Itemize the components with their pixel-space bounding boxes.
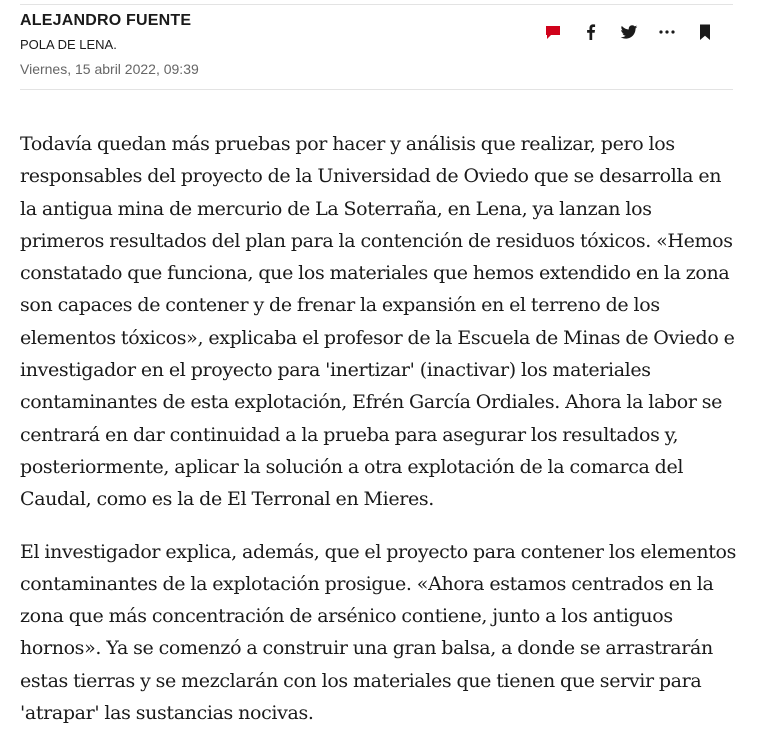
comment-button[interactable] [536, 15, 570, 49]
share-toolbar [536, 15, 722, 49]
comment-icon [543, 22, 563, 42]
article-body [20, 128, 736, 729]
dateline-location: POLA DE LENA. [20, 37, 117, 52]
facebook-icon [581, 22, 601, 42]
bookmark-icon [695, 22, 715, 42]
more-options-button[interactable] [650, 15, 684, 49]
twitter-share-button[interactable] [612, 15, 646, 49]
header-divider [20, 89, 733, 90]
byline [20, 10, 199, 78]
publish-date: Viernes, 15 abril 2022, 09:39 [20, 61, 199, 77]
top-divider [20, 4, 733, 5]
facebook-share-button[interactable] [574, 15, 608, 49]
twitter-icon [619, 22, 639, 42]
article-paragraph: El investigador explica, además, que el proyecto para contener los elementos contaminantes de la explotación prosigue. «Ahora estamos centrados en la zona que más concentración de arsénico contiene, junto a los antiguos hornos». Ya se comenzó a construir una gran balsa, a donde se arrastrarán estas tierras y se mezclarán con los materiales que tienen que servir para 'atrapar' las sustancias nocivas. [20, 540, 736, 725]
bookmark-button[interactable] [688, 15, 722, 49]
article-paragraph: Todavía quedan más pruebas por hacer y análisis que realizar, pero los responsables del proyecto de la Universidad de Oviedo que se desarrolla en la antigua mina de mercurio de La Soterraña, en Lena, ya lanzan los primeros resultados del plan para la contención de residuos tóxicos. «Hemos constatado que funciona, que los materiales que hemos extendido en la zona son capaces de contener y de frenar la expansión en el terreno de los elementos tóxicos», explicaba el profesor de la Escuela de Minas de Oviedo e investigador en el proyecto para 'inertizar' (inactivar) los materiales contaminantes de esta explotación, Efrén García Ordiales. Ahora la labor se centrará en dar continuidad a la prueba para asegurar los resultados y, posteriormente, aplicar la solución a otra explotación de la comarca del Caudal, como es la de El Terronal en Mieres. [20, 133, 735, 511]
author-name[interactable]: ALEJANDRO FUENTE [20, 12, 192, 29]
more-icon [657, 22, 677, 42]
